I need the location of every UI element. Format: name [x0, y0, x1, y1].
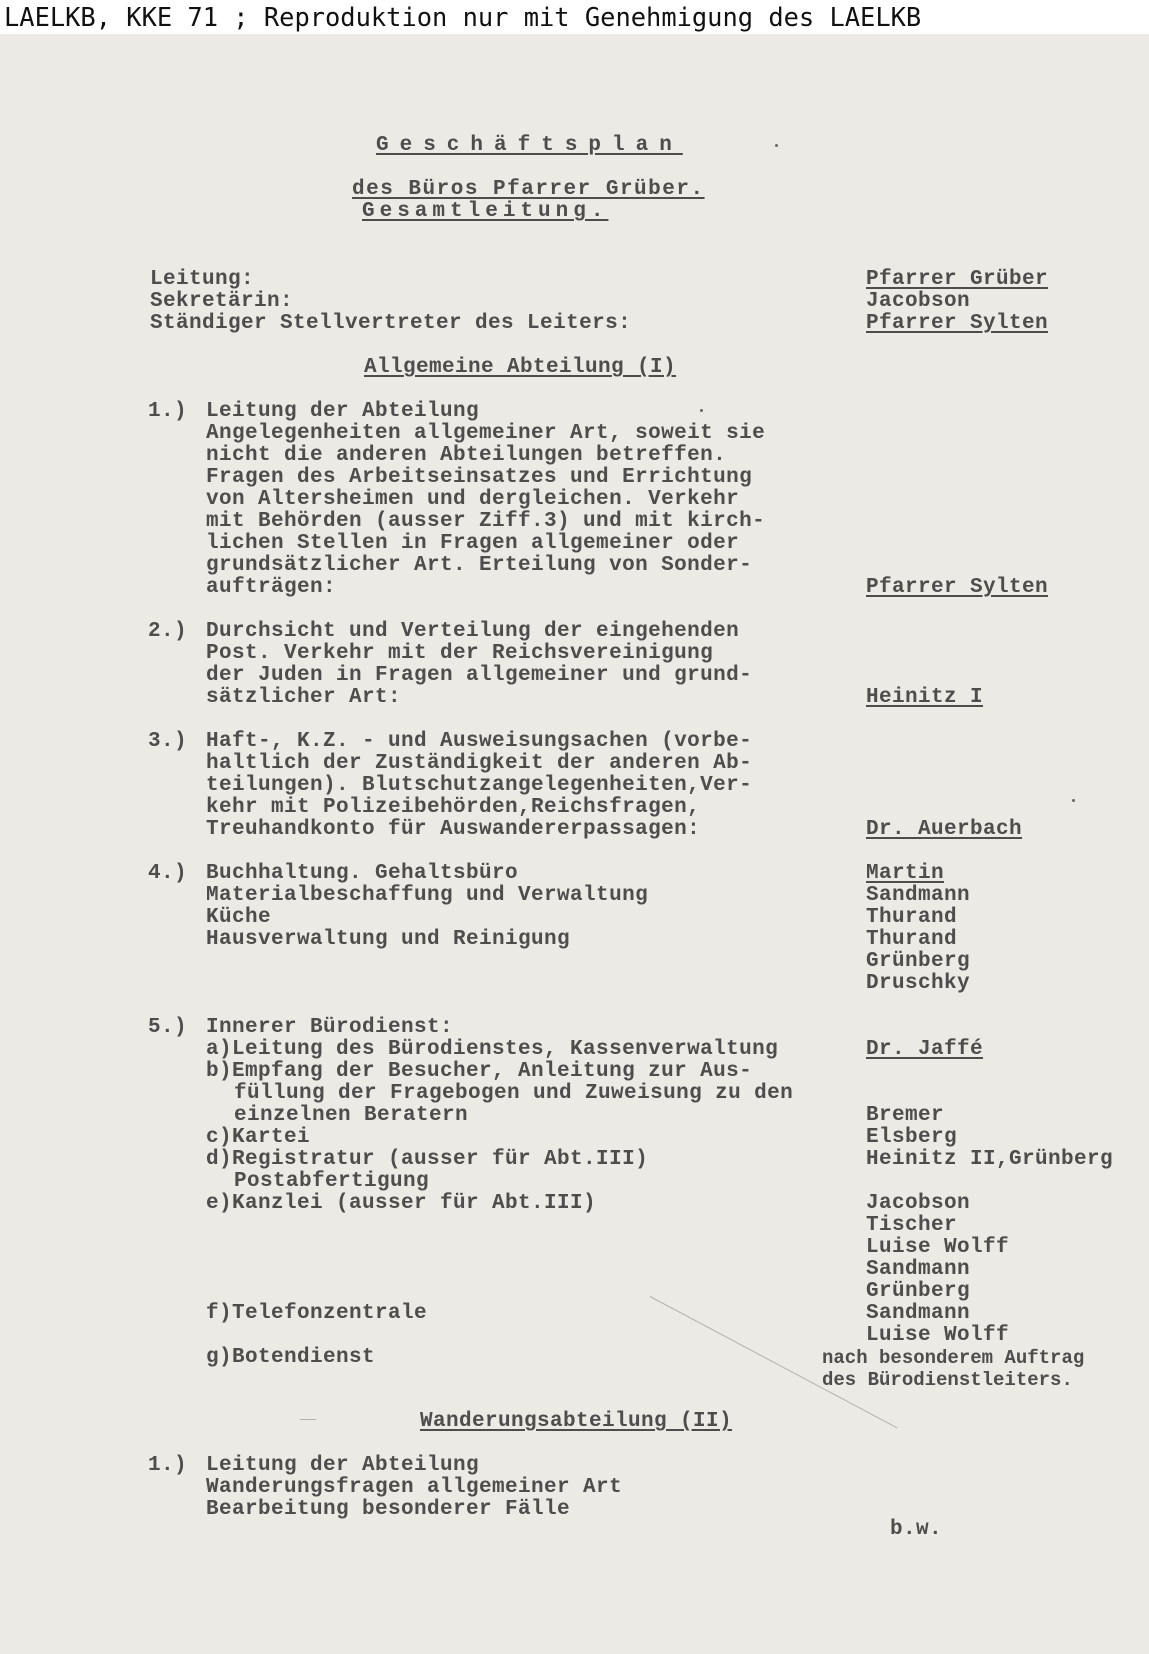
leadership-person: Jacobson — [866, 290, 971, 313]
item-text-line: Buchhaltung. Gehaltsbüro — [206, 862, 519, 885]
item-text-line: aufträgen: — [206, 576, 337, 599]
item-person: Pfarrer Sylten — [866, 576, 1049, 599]
page-turn-note: b.w. — [890, 1518, 943, 1541]
item-text-line: Wanderungsfragen allgemeiner Art — [206, 1476, 623, 1499]
item-person: Grünberg — [866, 950, 971, 973]
subitem-person: Luise Wolff — [866, 1324, 1010, 1347]
subitem-person: Dr. Jaffé — [866, 1038, 984, 1061]
subitem-person: Elsberg — [866, 1126, 958, 1149]
item-heading: Innerer Bürodienst: — [206, 1016, 454, 1039]
item-text-line: von Altersheimen und dergleichen. Verkehr — [206, 488, 740, 511]
document-subtitle-office: des Büros Pfarrer Grüber. — [352, 178, 705, 201]
subitem-person: Bremer — [866, 1104, 945, 1127]
paper-speck — [700, 409, 703, 412]
item-text-line: der Juden in Fragen allgemeiner und grund- — [206, 664, 753, 687]
paper-speck — [1072, 799, 1075, 802]
document-page — [0, 34, 1149, 1654]
subitem-text: einzelnen Beratern — [234, 1104, 469, 1127]
item-person: Druschky — [866, 972, 971, 995]
item-text-line: Hausverwaltung und Reinigung — [206, 928, 571, 951]
item-text-line: grundsätzlicher Art. Erteilung von Sonder- — [206, 554, 753, 577]
item-person: Sandmann — [866, 884, 971, 907]
item-text-line: kehr mit Polizeibehörden,Reichsfragen, — [206, 796, 701, 819]
item-text-line: Post. Verkehr mit der Reichsvereinigung — [206, 642, 714, 665]
archive-notice: LAELKB, KKE 71 ; Reproduktion nur mit Genehmigung des LAELKB — [0, 0, 1149, 34]
item-text-line: Fragen des Arbeitseinsatzes und Errichtung — [206, 466, 753, 489]
leadership-person: Pfarrer Grüber — [866, 268, 1049, 291]
item-text-line: mit Behörden (ausser Ziff.3) und mit kirch- — [206, 510, 766, 533]
leadership-role: Leitung: — [150, 268, 255, 291]
item-text-line: haltlich der Zuständigkeit der anderen Ab- — [206, 752, 753, 775]
subitem-note: des Bürodienstleiters. — [822, 1369, 1073, 1391]
item-text-line: Durchsicht und Verteilung der eingehenden — [206, 620, 740, 643]
subitem-text: c)Kartei — [206, 1126, 311, 1149]
subitem-text: a)Leitung des Bürodienstes, Kassenverwaltung — [206, 1038, 779, 1061]
subitem-text: d)Registratur (ausser für Abt.III) — [206, 1148, 649, 1171]
document-title: Geschäftsplan — [376, 134, 683, 157]
item-text-line: teilungen). Blutschutzangelegenheiten,Ver- — [206, 774, 753, 797]
subitem-text: b)Empfang der Besucher, Anleitung zur Aus- — [206, 1060, 753, 1083]
item-number: 1.) — [148, 1454, 188, 1477]
item-text-line: Bearbeitung besonderer Fälle — [206, 1498, 571, 1521]
item-text-line: Leitung der Abteilung — [206, 1454, 480, 1477]
subitem-person: Sandmann — [866, 1302, 971, 1325]
subitem-person: Heinitz II,Grünberg — [866, 1148, 1114, 1171]
section-heading: Wanderungsabteilung (II) — [420, 1410, 733, 1433]
item-number: 1.) — [148, 400, 188, 423]
subitem-person: Luise Wolff — [866, 1236, 1010, 1259]
section-heading: Allgemeine Abteilung (I) — [364, 356, 677, 379]
item-number: 3.) — [148, 730, 188, 753]
typewritten-document — [0, 34, 1149, 1654]
paper-scratch — [300, 1419, 316, 1420]
leadership-role: Sekretärin: — [150, 290, 294, 313]
subitem-person: Tischer — [866, 1214, 958, 1237]
leadership-role: Ständiger Stellvertreter des Leiters: — [150, 312, 632, 335]
subitem-person: Sandmann — [866, 1258, 971, 1281]
item-person: Dr. Auerbach — [866, 818, 1023, 841]
item-text-line: lichen Stellen in Fragen allgemeiner oder — [206, 532, 740, 555]
subitem-text: g)Botendienst — [206, 1346, 376, 1369]
subitem-text: e)Kanzlei (ausser für Abt.III) — [206, 1192, 597, 1215]
subitem-person: Jacobson — [866, 1192, 971, 1215]
subitem-text: Postabfertigung — [234, 1170, 430, 1193]
leadership-person: Pfarrer Sylten — [866, 312, 1049, 335]
subitem-person: Grünberg — [866, 1280, 971, 1303]
item-text-line: Angelegenheiten allgemeiner Art, soweit sie — [206, 422, 766, 445]
item-number: 4.) — [148, 862, 188, 885]
paper-speck — [775, 144, 778, 147]
item-number: 2.) — [148, 620, 188, 643]
item-person: Heinitz I — [866, 686, 984, 709]
item-text-line: sätzlicher Art: — [206, 686, 402, 709]
subitem-text: füllung der Fragebogen und Zuweisung zu den — [234, 1082, 794, 1105]
item-text-line: Küche — [206, 906, 272, 929]
document-subtitle-leadership: Gesamtleitung. — [362, 200, 609, 223]
item-person: Martin — [866, 862, 945, 885]
item-text-line: Haft-, K.Z. - und Ausweisungsachen (vorbe- — [206, 730, 753, 753]
item-number: 5.) — [148, 1016, 188, 1039]
item-person: Thurand — [866, 906, 958, 929]
item-text-line: Treuhandkonto für Auswandererpassagen: — [206, 818, 701, 841]
item-text-line: Leitung der Abteilung — [206, 400, 480, 423]
item-text-line: Materialbeschaffung und Verwaltung — [206, 884, 649, 907]
subitem-text: f)Telefonzentrale — [206, 1302, 428, 1325]
item-person: Thurand — [866, 928, 958, 951]
item-text-line: nicht die anderen Abteilungen betreffen. — [206, 444, 727, 467]
subitem-note: nach besonderem Auftrag — [822, 1347, 1085, 1369]
